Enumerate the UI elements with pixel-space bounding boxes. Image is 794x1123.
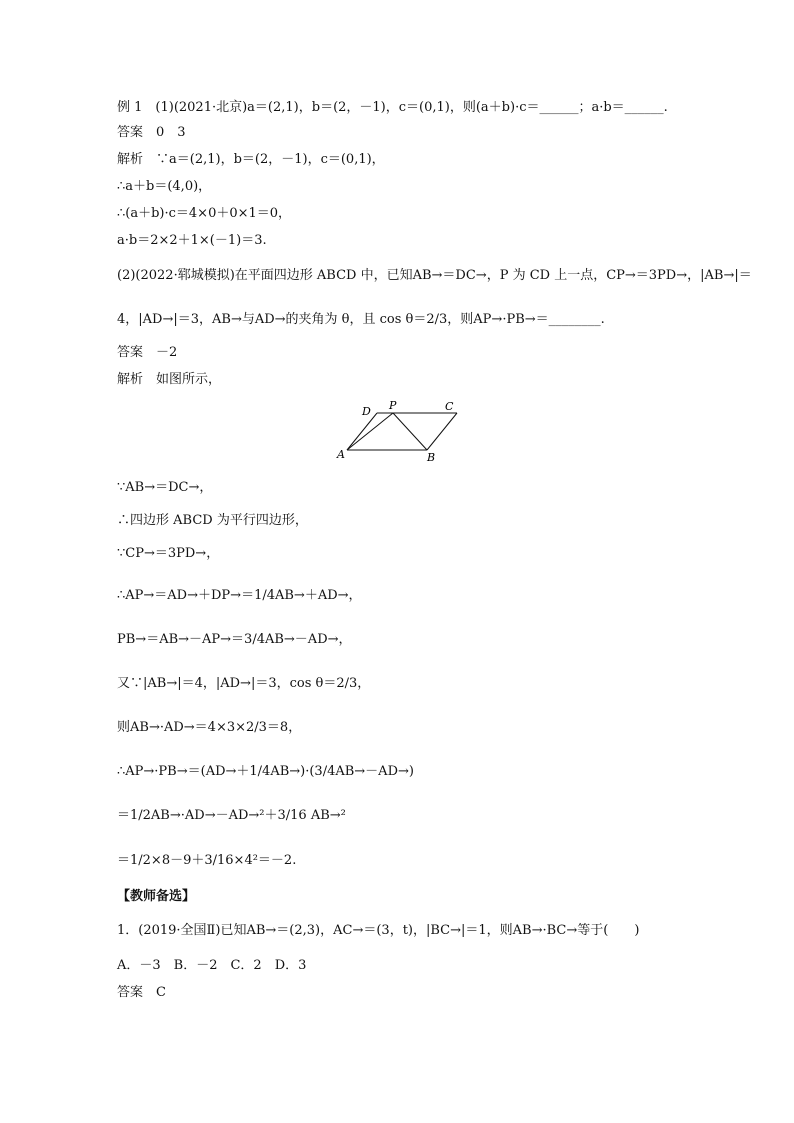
label-c: C: [445, 400, 454, 413]
solution-part2-line-6: 又∵|AB→|＝4，|AD→|＝3，cos θ＝2/3，: [117, 676, 371, 691]
solution-line-3: ∴(a＋b)·c＝4×0＋0×1＝0，: [117, 206, 292, 221]
solution-part2-line-5: PB→＝AB→－AP→＝3/4AB→－AD→，: [117, 632, 352, 647]
parallelogram-figure: [335, 398, 465, 464]
solution-part2-line-7: 则AB→·AD→＝4×3×2/3＝8，: [117, 720, 302, 735]
label-a: A: [337, 448, 345, 461]
label-p: P: [389, 399, 397, 412]
label-b: B: [427, 451, 436, 464]
example-1-question-part1: 例 1 (1)(2021·北京)a＝(2,1)，b＝(2，－1)，c＝(0,1)，则(a＋b)·c＝______；a·b＝______.: [117, 100, 668, 115]
solution-part2-line-4: ∴AP→＝AD→＋DP→＝1/4AB→＋AD→，: [117, 588, 362, 603]
example-1-question-part2-line2: 4，|AD→|＝3，AB→与AD→的夹角为 θ，且 cos θ＝2/3，则AP→·PB→＝________.: [117, 312, 605, 327]
backup-question-1-answer: 答案 C: [117, 985, 166, 1000]
segment-pb: [393, 413, 427, 450]
edge-ad: [347, 413, 377, 450]
solution-part2-line-10: ＝1/2×8－9＋3/16×4²＝－2.: [117, 853, 297, 868]
solution-part2-line-1: ∵AB→＝DC→，: [117, 480, 213, 495]
solution-part2-intro: 解析 如图所示，: [117, 372, 222, 387]
segment-ap: [347, 413, 393, 450]
teacher-backup-heading: 【教师备选】: [117, 889, 196, 904]
solution-part2-line-3: ∵CP→＝3PD→，: [117, 546, 220, 561]
answer-part2: 答案 －2: [117, 345, 178, 360]
solution-part2-line-9: ＝1/2AB→·AD→－AD→²＋3/16 AB→²: [117, 808, 346, 823]
backup-question-1: 1．(2019·全国Ⅱ)已知AB→＝(2,3)，AC→＝(3，t)，|BC→|＝1，则AB→·BC→等于( ): [117, 923, 640, 938]
answer-part1: 答案 0 3: [117, 125, 186, 140]
solution-line-4: a·b＝2×2＋1×(－1)＝3.: [117, 233, 267, 248]
example-1-question-part2-line1: (2)(2022·郓城模拟)在平面四边形 ABCD 中，已知AB→＝DC→，P 为 CD 上一点，CP→＝3PD→，|AB→|＝: [117, 268, 752, 283]
backup-question-1-options: A．－3 B．－2 C．2 D．3: [117, 958, 307, 973]
solution-line-2: ∴a＋b＝(4,0)，: [117, 179, 212, 194]
solution-part2-line-2: ∴四边形 ABCD 为平行四边形，: [117, 513, 308, 528]
solution-line-1: 解析 ∵a＝(2,1)，b＝(2，－1)，c＝(0,1)，: [117, 152, 385, 167]
edge-bc: [427, 413, 457, 450]
solution-part2-line-8: ∴AP→·PB→＝(AD→＋1/4AB→)·(3/4AB→－AD→): [117, 764, 414, 779]
label-d: D: [362, 405, 371, 418]
